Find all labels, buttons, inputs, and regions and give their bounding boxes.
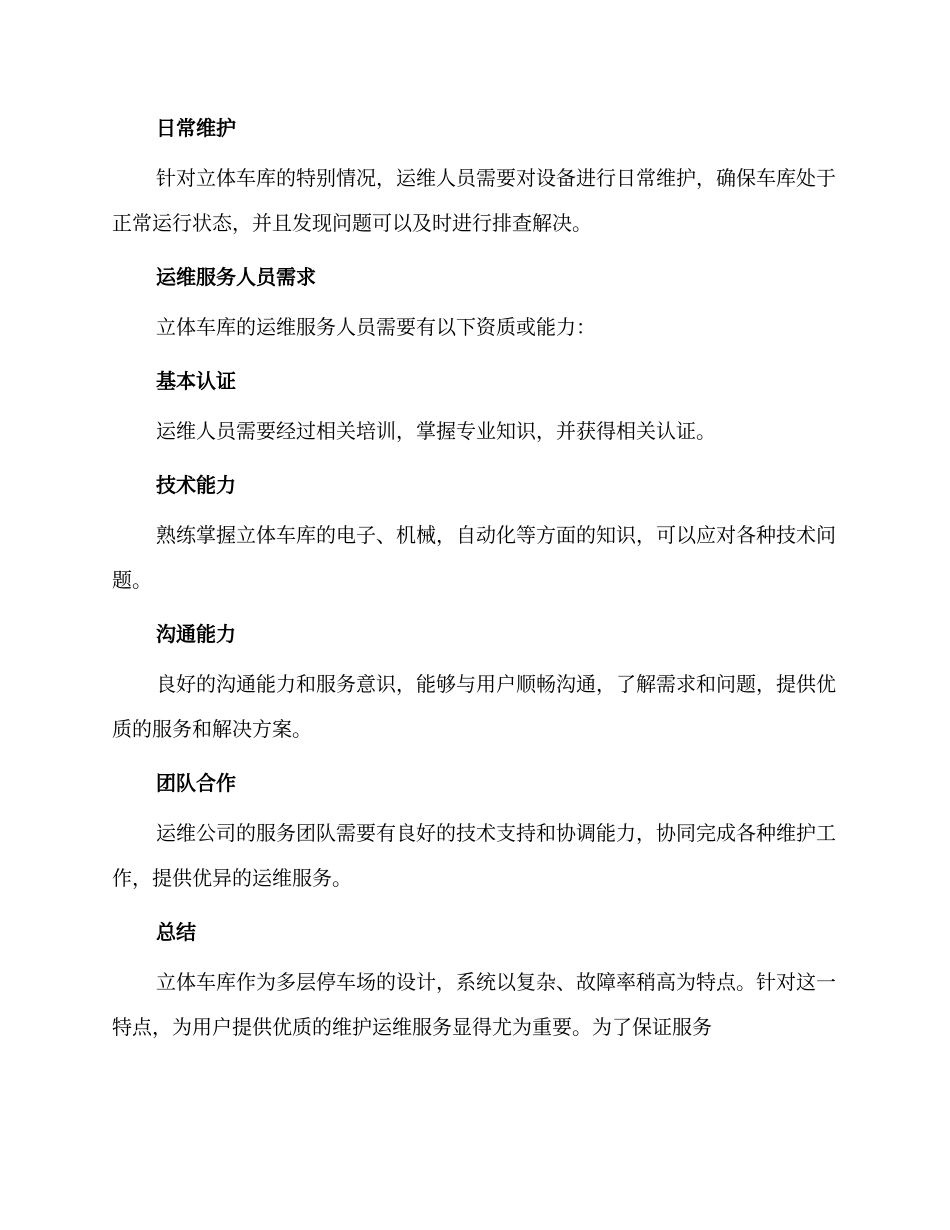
section-heading-daily-maintenance: 日常维护 bbox=[156, 116, 236, 140]
paragraph-daily-maintenance: 针对立体车库的特别情况，运维人员需要对设备进行日常维护，确保车库处于正常运行状态，并且发现问题可以及时进行排查解决。 bbox=[112, 166, 836, 235]
paragraph-teamwork: 运维公司的服务团队需要有良好的技术支持和协调能力，协同完成各种维护工作，提供优异的运维服务。 bbox=[112, 821, 836, 890]
section-heading-basic-certification: 基本认证 bbox=[156, 369, 236, 393]
paragraph-summary: 立体车库作为多层停车场的设计，系统以复杂、故障率稍高为特点。针对这一特点，为用户提供优质的维护运维服务显得尤为重要。为了保证服务 bbox=[112, 970, 836, 1039]
section-heading-teamwork: 团队合作 bbox=[156, 771, 236, 795]
section-heading-technical-ability: 技术能力 bbox=[156, 473, 236, 497]
paragraph-basic-certification: 运维人员需要经过相关培训，掌握专业知识，并获得相关认证。 bbox=[156, 419, 716, 443]
section-heading-summary: 总结 bbox=[156, 920, 196, 944]
paragraph-staff-requirements: 立体车库的运维服务人员需要有以下资质或能力： bbox=[156, 315, 596, 339]
section-heading-staff-requirements: 运维服务人员需求 bbox=[156, 265, 316, 289]
paragraph-communication-ability: 良好的沟通能力和服务意识，能够与用户顺畅沟通，了解需求和问题，提供优质的服务和解决方案。 bbox=[112, 672, 836, 741]
section-heading-communication-ability: 沟通能力 bbox=[156, 622, 236, 646]
paragraph-technical-ability: 熟练掌握立体车库的电子、机械，自动化等方面的知识，可以应对各种技术问题。 bbox=[112, 523, 836, 592]
